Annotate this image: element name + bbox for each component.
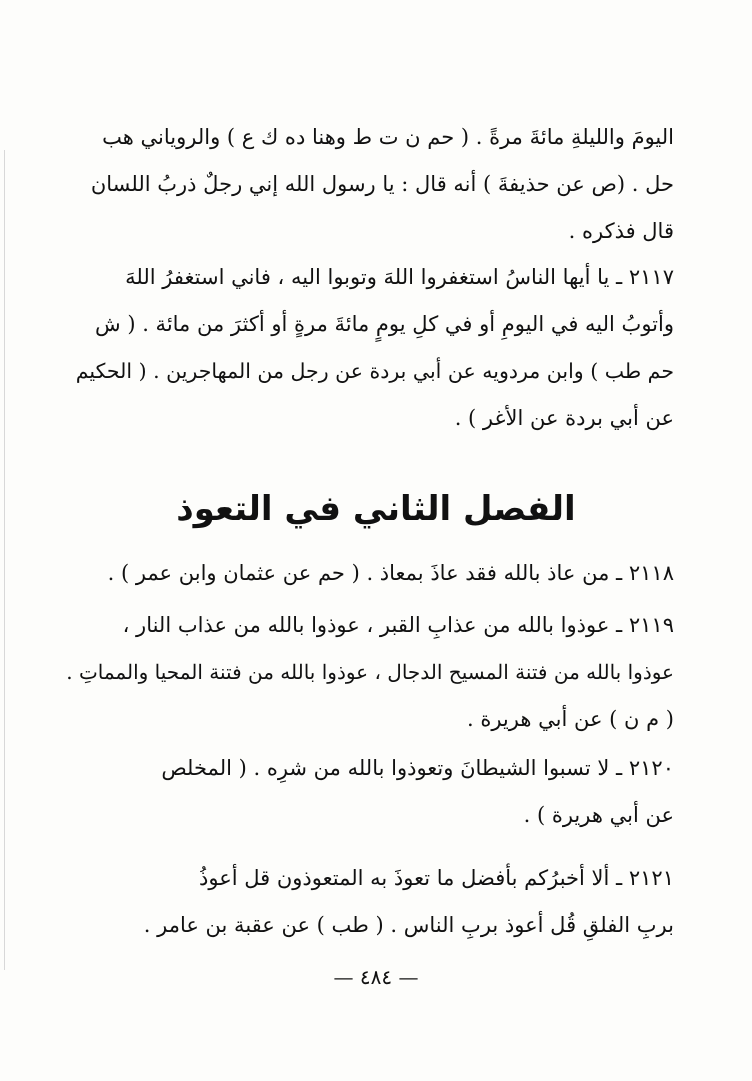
- paragraph-hadith-2119: [62, 602, 674, 743]
- text-line: عن أبي بردة عن الأغر ) .: [454, 406, 674, 430]
- page-number: — ٤٨٤ —: [333, 965, 419, 989]
- paragraph-hadith-2116-end: [62, 114, 674, 255]
- text-line: وأتوبُ اليه في اليومِ أو في كلِ يومٍ مائةَ مرةٍ أو أكثرَ من مائة . ( ش: [95, 312, 674, 336]
- scan-edge-shadow: [4, 150, 5, 970]
- text-line: ٢١٢٠ ـ لا تسبوا الشيطانَ وتعوذوا بالله من شرِه . ( المخلص: [161, 756, 674, 780]
- text-line: حل . (ص عن حذيفةَ ) أنه قال : يا رسول الله إني رجلٌ ذربُ اللسان: [90, 172, 674, 196]
- text-line: ٢١٢١ ـ ألا أخبرُكم بأفضل ما تعوذَ به المتعوذون قل أعوذُ: [199, 866, 674, 890]
- paragraph-hadith-2121: [62, 855, 674, 949]
- text-line: ( م ن ) عن أبي هريرة .: [466, 707, 674, 731]
- chapter-heading: الفصل الثاني في التعوذ: [176, 489, 576, 529]
- text-line: ٢١١٨ ـ من عاذ بالله فقد عاذَ بمعاذ . ( حم عن عثمان وابن عمر ) .: [107, 561, 674, 585]
- text-line: قال فذكره .: [568, 219, 674, 243]
- text-line: ٢١١٧ ـ يا أيها الناسُ استغفروا اللهَ وتوبوا اليه ، فاني استغفرُ اللهَ: [125, 265, 674, 289]
- text-line: حم طب ) وابن مردويه عن أبي بردة عن رجل من المهاجرين . ( الحكيم: [75, 359, 674, 383]
- text-line: ٢١١٩ ـ عوذوا بالله من عذابِ القبر ، عوذوا بالله من عذاب النار ،: [122, 613, 674, 637]
- text-line: عوذوا بالله من فتنة المسيح الدجال ، عوذوا بالله من فتنة المحيا والمماتِ .: [66, 660, 674, 684]
- paragraph-hadith-2120: [62, 745, 674, 839]
- text-line: بربِ الفلقِ قُل أعوذ بربِ الناس . ( طب ) عن عقبة بن عامر .: [143, 913, 674, 937]
- paragraph-hadith-2118: [62, 550, 674, 597]
- paragraph-hadith-2117: [62, 254, 674, 442]
- text-line: عن أبي هريرة ) .: [523, 803, 674, 827]
- text-line: اليومَ والليلةِ مائةَ مرةً . ( حم ن ت ط وهنا ده ك ع ) والروياني هب: [102, 125, 674, 149]
